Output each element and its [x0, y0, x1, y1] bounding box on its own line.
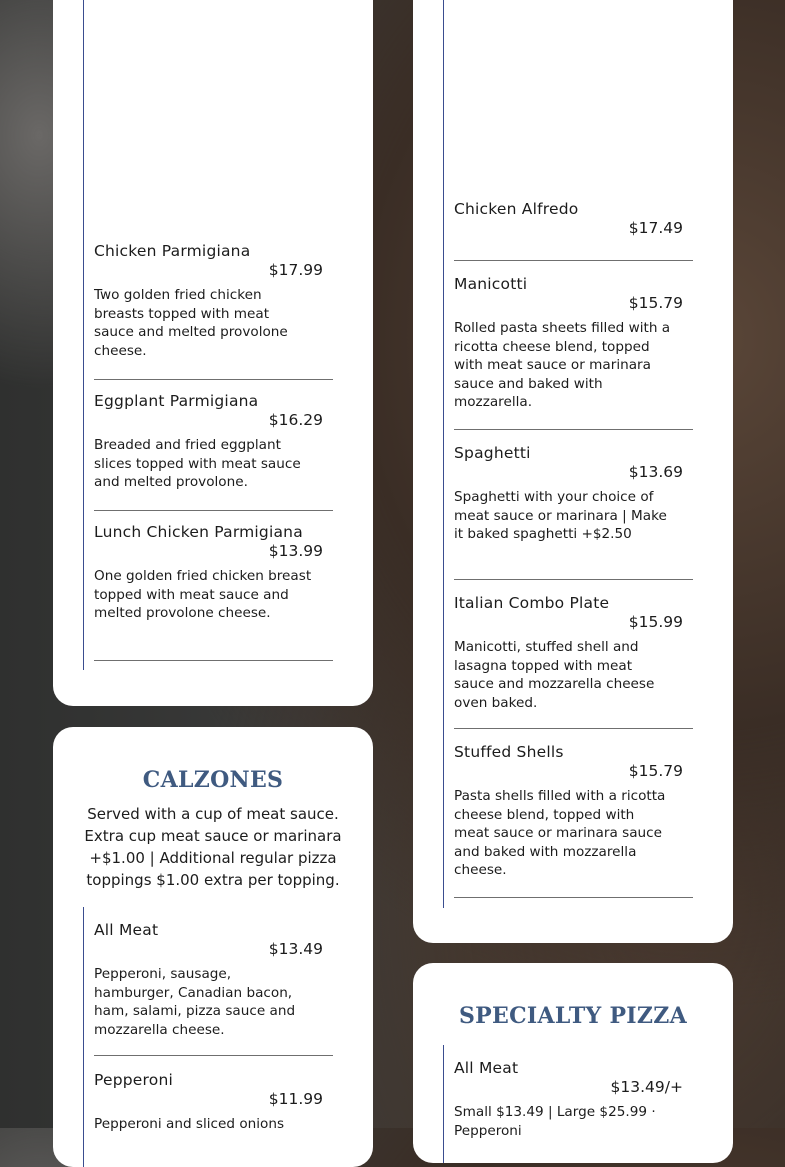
- item-description: Small $13.49 | Large $25.99 · Pepperoni: [454, 1104, 656, 1139]
- item-description: Two golden fried chicken breasts topped with meat sauce and melted provolone cheese.: [94, 287, 288, 359]
- item-price: $13.49: [268, 940, 323, 958]
- section-title: CALZONES: [142, 767, 284, 793]
- menu-list: [83, 907, 343, 1167]
- item-price: $16.29: [268, 411, 323, 429]
- item-description: Rolled pasta sheets filled with a ricotta cheese blend, topped with meat sauce or marinara sauce and baked with mozzarella.: [454, 320, 671, 411]
- item-name: All Meat: [94, 921, 159, 939]
- menu-card-parmigiana: [53, 0, 373, 706]
- menu-list: [443, 1045, 703, 1163]
- item-description: Pepperoni, sausage, hamburger, Canadian bacon, ham, salami, pizza sauce and mozzarella cheese.: [94, 966, 296, 1038]
- section-title: SPECIALTY PIZZA: [458, 1003, 687, 1029]
- menu-card-specialty-pizza: [413, 963, 733, 1163]
- item-name: Lunch Chicken Parmigiana: [94, 523, 303, 541]
- item-description: Pasta shells filled with a ricotta cheese blend, topped with meat sauce or marinara sauce and baked with mozzarella cheese.: [454, 788, 666, 879]
- item-description: One golden fried chicken breast topped with meat sauce and melted provolone cheese.: [94, 568, 312, 622]
- item-price: $15.79: [628, 762, 683, 780]
- item-name: Italian Combo Plate: [454, 594, 610, 612]
- menu-item[interactable]: [454, 1059, 693, 1163]
- menu-item[interactable]: [94, 921, 333, 1056]
- item-name: Chicken Alfredo: [454, 200, 579, 218]
- item-price: $15.79: [628, 294, 683, 312]
- menu-card-calzones: [53, 727, 373, 1167]
- item-price: $15.99: [628, 613, 683, 631]
- menu-item[interactable]: [454, 444, 693, 580]
- item-name: Spaghetti: [454, 444, 531, 462]
- item-description: Breaded and fried eggplant slices topped with meat sauce and melted provolone.: [94, 437, 301, 491]
- item-name: Manicotti: [454, 275, 528, 293]
- item-price: $17.49: [628, 219, 683, 237]
- item-description: Spaghetti with your choice of meat sauce or marinara | Make it baked spaghetti +$2.50: [454, 489, 667, 543]
- menu-item[interactable]: [454, 275, 693, 430]
- menu-list: [443, 0, 703, 908]
- item-price: $13.99: [268, 542, 323, 560]
- item-description: Manicotti, stuffed shell and lasagna topped with meat sauce and mozzarella cheese oven baked.: [454, 639, 655, 711]
- item-name: Chicken Parmigiana: [94, 242, 251, 260]
- menu-card-pasta: [413, 0, 733, 943]
- menu-item[interactable]: [454, 200, 693, 261]
- item-description: Pepperoni and sliced onions: [94, 1116, 285, 1132]
- menu-list: [83, 0, 343, 670]
- menu-item[interactable]: [94, 523, 333, 661]
- menu-item[interactable]: [94, 1071, 333, 1161]
- menu-item[interactable]: [94, 242, 333, 380]
- item-price: $13.69: [628, 463, 683, 481]
- item-price: $13.49/+: [610, 1078, 683, 1096]
- item-name: Eggplant Parmigiana: [94, 392, 259, 410]
- item-price: $11.99: [268, 1090, 323, 1108]
- section-note: Served with a cup of meat sauce. Extra cup meat sauce or marinara +$1.00 | Additional regular pizza toppings $1.00 extra per topping.: [84, 805, 342, 889]
- item-price: $17.99: [268, 261, 323, 279]
- item-name: Pepperoni: [94, 1071, 173, 1089]
- menu-item[interactable]: [454, 594, 693, 729]
- item-name: All Meat: [454, 1059, 519, 1077]
- menu-item[interactable]: [454, 743, 693, 898]
- item-name: Stuffed Shells: [454, 743, 564, 761]
- menu-item[interactable]: [94, 392, 333, 511]
